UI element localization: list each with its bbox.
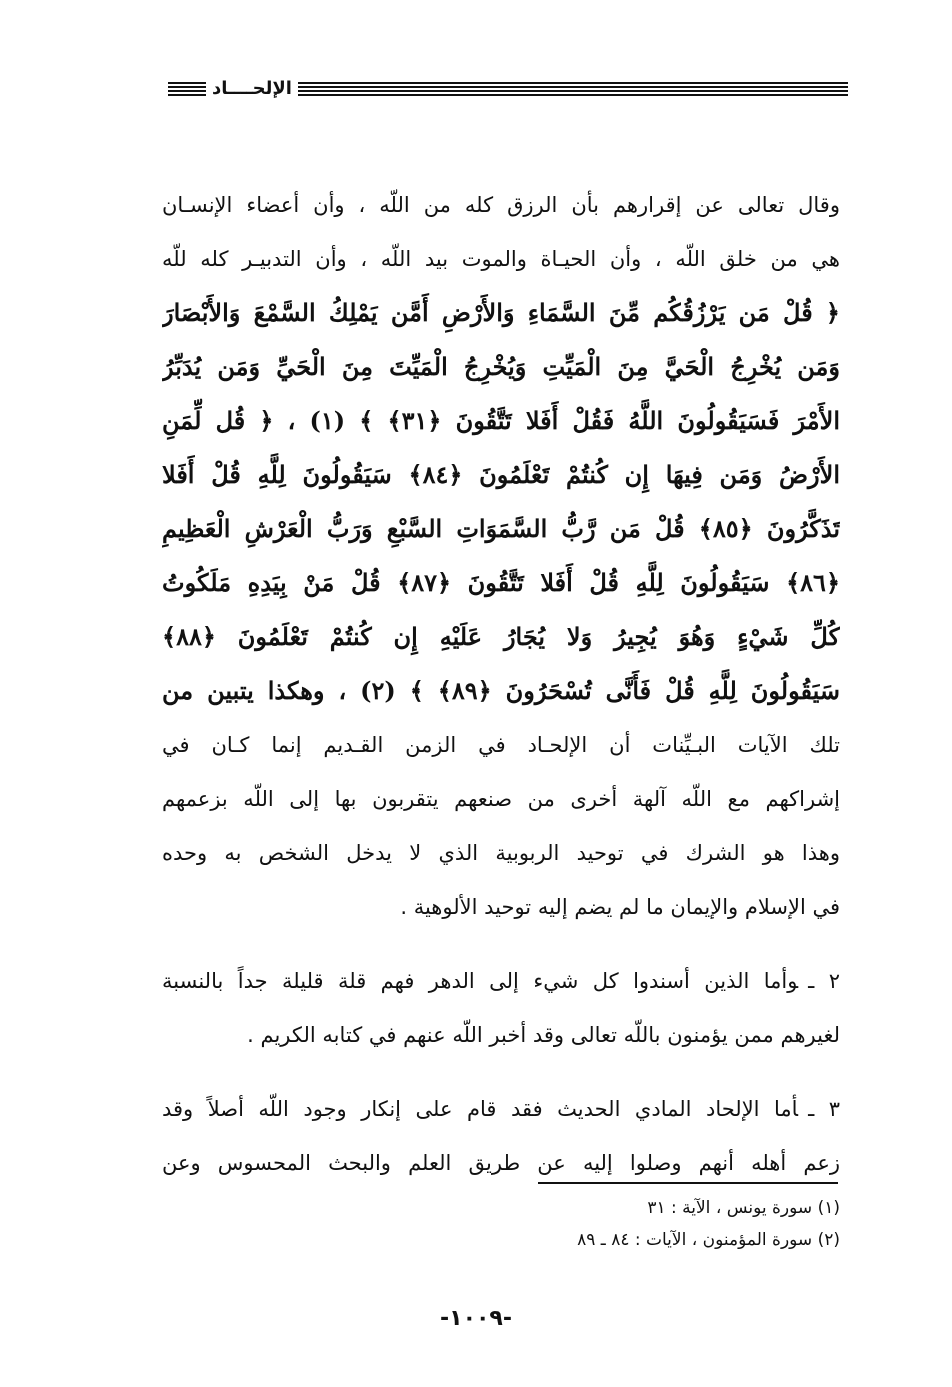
quran-verse-line: تَذَكَّرُونَ ﴿٨٥﴾ قُلْ مَن رَّبُّ السَّمَوَاتِ السَّبْعِ وَرَبُّ الْعَرْشِ الْعَظِيمِ [162,514,840,543]
quran-verse-line: وَمَن يُخْرِجُ الْحَيَّ مِنَ الْمَيِّتِ وَيُخْرِجُ الْمَيِّتَ مِنَ الْحَيِّ وَمَن يُدَبِّرُ [162,352,840,381]
list-item-text: وأما الذين أسندوا كل شيء إلى الدهر فهم قلة قليلة جداً بالنسبة [162,969,799,993]
header-title: الإلحــــاد [212,78,292,99]
list-item-3-line: زعم أهله أنهم وصلوا إليه عن طريق العلم والبحث المحسوس وعن [162,1151,840,1175]
list-item-text: أما الإلحاد المادي الحديث فقد قام على إنكار وجود اللّه أصلاً وقد [162,1097,799,1121]
quran-verse-line: ﴿ قُلْ مَن يَرْزُقُكُم مِّنَ السَّمَاءِ وَالأَرْضِ أَمَّن يَمْلِكُ السَّمْعَ وَالأَبْصَارَ [162,298,840,327]
quran-verse-line: كُلِّ شَيْءٍ وَهُوَ يُجِيرُ وَلا يُجَارُ عَلَيْهِ إِن كُنتُمْ تَعْلَمُونَ ﴿٨٨﴾ [162,622,840,651]
footnotes [162,1192,840,1256]
footnote-2: (٢) سورة المؤمنون ، الآيات : ٨٤ ـ ٨٩ [577,1230,840,1250]
list-item-number: ٣ ـ [808,1097,840,1121]
header-rule-lines [298,82,848,98]
footnote-1: (١) سورة يونس ، الآية : ٣١ [647,1198,840,1218]
quran-verse-line: سَيَقُولُونَ لِلَّهِ قُلْ فَأَنَّى تُسْحَرُونَ ﴿٨٩﴾ ﴾ (٢) ، وهكذا يتبين من [162,676,840,705]
text-line: وهذا هو الشرك في توحيد الربوبية الذي لا يدخل الشخص به وحده [162,841,840,865]
page-number: -١٠٠٩- [440,1306,512,1331]
paragraph-spacer [162,934,840,954]
quran-verse-line: الأَرْضُ وَمَن فِيهَا إِن كُنتُمْ تَعْلَمُونَ ﴿٨٤﴾ سَيَقُولُونَ لِلَّهِ قُلْ أَفَلا [162,460,840,489]
paragraph-spacer [162,1062,840,1082]
quran-verse-line: الأَمْرَ فَسَيَقُولُونَ اللَّهُ فَقُلْ أَفَلا تَتَّقُونَ ﴿٣١﴾ ﴾ (١) ، ﴿ قُل لِّمَنِ [162,406,840,435]
running-header [168,74,848,104]
footnote-divider [538,1182,838,1184]
text-line: تلك الآيات البـيِّنات أن الإلحـاد في الزمن القـديم إنما كـان في [162,733,840,757]
quran-verse-line: ﴿٨٦﴾ سَيَقُولُونَ لِلَّهِ قُلْ أَفَلا تَتَّقُونَ ﴿٨٧﴾ قُلْ مَنْ بِيَدِهِ مَلَكُوتُ [162,568,840,597]
list-item-3-line [162,1082,840,1136]
list-item-2-line: لغيرهم ممن يؤمنون باللّه تعالى وقد أخبر اللّه عنهم في كتابه الكريم . [247,1023,840,1047]
list-item-number: ٢ ـ [808,969,840,993]
body-text [162,178,840,1190]
list-item-2-line [162,954,840,1008]
text-line: إشراكهم مع اللّه آلهة أخرى من صنعهم يتقربون بها إلى اللّه بزعمهم [162,787,840,811]
header-rule-ornament [168,82,206,98]
text-line: في الإسلام والإيمان ما لم يضم إليه توحيد الألوهية . [400,895,840,919]
text-line: وقال تعالى عن إقرارهم بأن الرزق كله من اللّه ، وأن أعضاء الإنسـان [162,193,840,217]
text-line: هي من خلق اللّه ، وأن الحيـاة والموت بيد اللّه ، وأن التدبيـر كله للّه [162,247,840,271]
